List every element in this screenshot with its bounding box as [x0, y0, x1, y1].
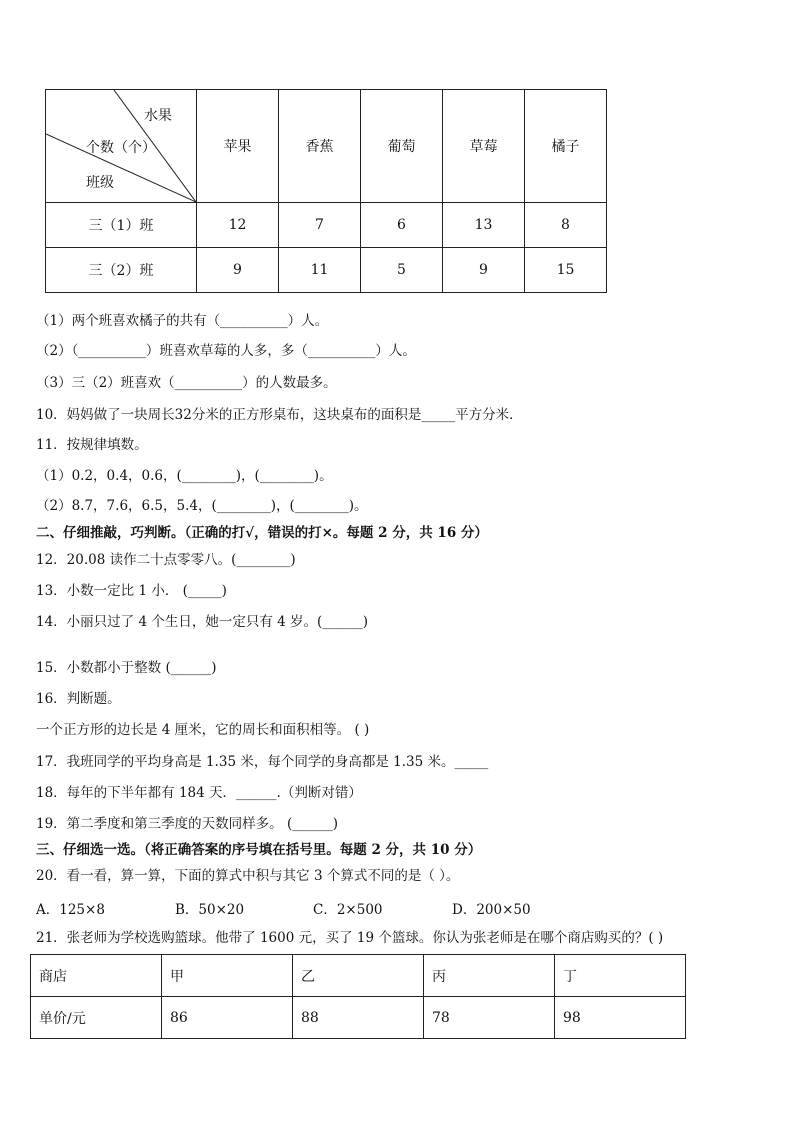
fruit-header: 橘子 [525, 90, 607, 203]
value-cell: 13 [443, 203, 525, 248]
table-cell: 88 [293, 997, 424, 1039]
fruit-table [45, 89, 607, 293]
header-fruit: 水果 [144, 108, 172, 124]
table-row [31, 955, 686, 997]
question-13: 13．小数一定比 1 小． (_____) [36, 583, 227, 599]
question-10: 10．妈妈做了一块周长32分米的正方形桌布，这块桌布的面积是_____平方分米． [36, 407, 523, 423]
question-19: 19．第二季度和第三季度的天数同样多。 (______) [36, 816, 339, 832]
class-cell: 三（1）班 [46, 203, 197, 248]
table-row [31, 997, 686, 1039]
fruit-header: 香蕉 [279, 90, 361, 203]
option-c: C．2×500 [313, 902, 383, 918]
value-cell: 9 [443, 248, 525, 293]
question-11-1: （1）0.2，0.4，0.6，(________)，(________)。 [36, 468, 333, 484]
value-cell: 5 [361, 248, 443, 293]
table-row [46, 203, 607, 248]
value-cell: 6 [361, 203, 443, 248]
fruit-header: 苹果 [197, 90, 279, 203]
class-cell: 三（2）班 [46, 248, 197, 293]
table-cell: 98 [555, 997, 686, 1039]
fruit-header: 草莓 [443, 90, 525, 203]
option-d: D．200×50 [452, 902, 531, 918]
value-cell: 7 [279, 203, 361, 248]
table-row [46, 248, 607, 293]
table-cell: 乙 [293, 955, 424, 997]
header-count: 个数（个） [86, 140, 156, 156]
question-9-1: （1）两个班喜欢橘子的共有（__________）人。 [36, 313, 329, 329]
table-cell: 单价/元 [31, 997, 162, 1039]
table-cell: 78 [424, 997, 555, 1039]
question-11-2: （2）8.7，7.6，6.5，5.4，(________)，(________)。 [36, 498, 368, 514]
option-a: A．125×8 [36, 902, 105, 918]
option-b: B．50×20 [175, 902, 245, 918]
value-cell: 8 [525, 203, 607, 248]
question-16-statement: 一个正方形的边长是 4 厘米，它的周长和面积相等。 ( ) [36, 722, 370, 738]
question-14: 14．小丽只过了 4 个生日，她一定只有 4 岁。(______) [36, 614, 369, 630]
question-16: 16．判断题。 [36, 691, 121, 707]
question-9-3: （3）三（2）班喜欢（__________）的人数最多。 [36, 375, 337, 391]
value-cell: 11 [279, 248, 361, 293]
question-15: 15．小数都小于整数 (______) [36, 660, 217, 676]
question-17: 17．我班同学的平均身高是 1.35 米，每个同学的身高都是 1.35 米。_____ [36, 754, 489, 770]
value-cell: 9 [197, 248, 279, 293]
header-class: 班级 [86, 175, 114, 191]
price-table [30, 954, 686, 1039]
question-9-2: （2）（__________）班喜欢草莓的人多，多（__________）人。 [36, 343, 416, 359]
table-cell: 86 [162, 997, 293, 1039]
question-21: 21．张老师为学校选购篮球。他带了 1600 元，买了 19 个篮球。你认为张老师是在哪个商店购买的？( ) [36, 930, 664, 946]
fruit-header: 葡萄 [361, 90, 443, 203]
table-cell: 丁 [555, 955, 686, 997]
question-11: 11．按规律填数。 [36, 437, 148, 453]
table-cell: 丙 [424, 955, 555, 997]
question-18: 18．每年的下半年都有 184 天．______.（判断对错） [36, 785, 362, 801]
diagonal-header-cell [46, 90, 197, 203]
table-cell: 商店 [31, 955, 162, 997]
value-cell: 15 [525, 248, 607, 293]
value-cell: 12 [197, 203, 279, 248]
section-2-heading: 二、仔细推敲，巧判断。（正确的打√，错误的打×。每题 2 分，共 16 分） [36, 525, 488, 541]
section-3-heading: 三、仔细选一选。（将正确答案的序号填在括号里。每题 2 分，共 10 分） [36, 842, 482, 858]
question-20: 20．看一看，算一算，下面的算式中积与其它 3 个算式不同的是（ ）。 [36, 868, 460, 884]
table-cell: 甲 [162, 955, 293, 997]
question-12: 12．20.08 读作二十点零零八。(________) [36, 552, 296, 568]
